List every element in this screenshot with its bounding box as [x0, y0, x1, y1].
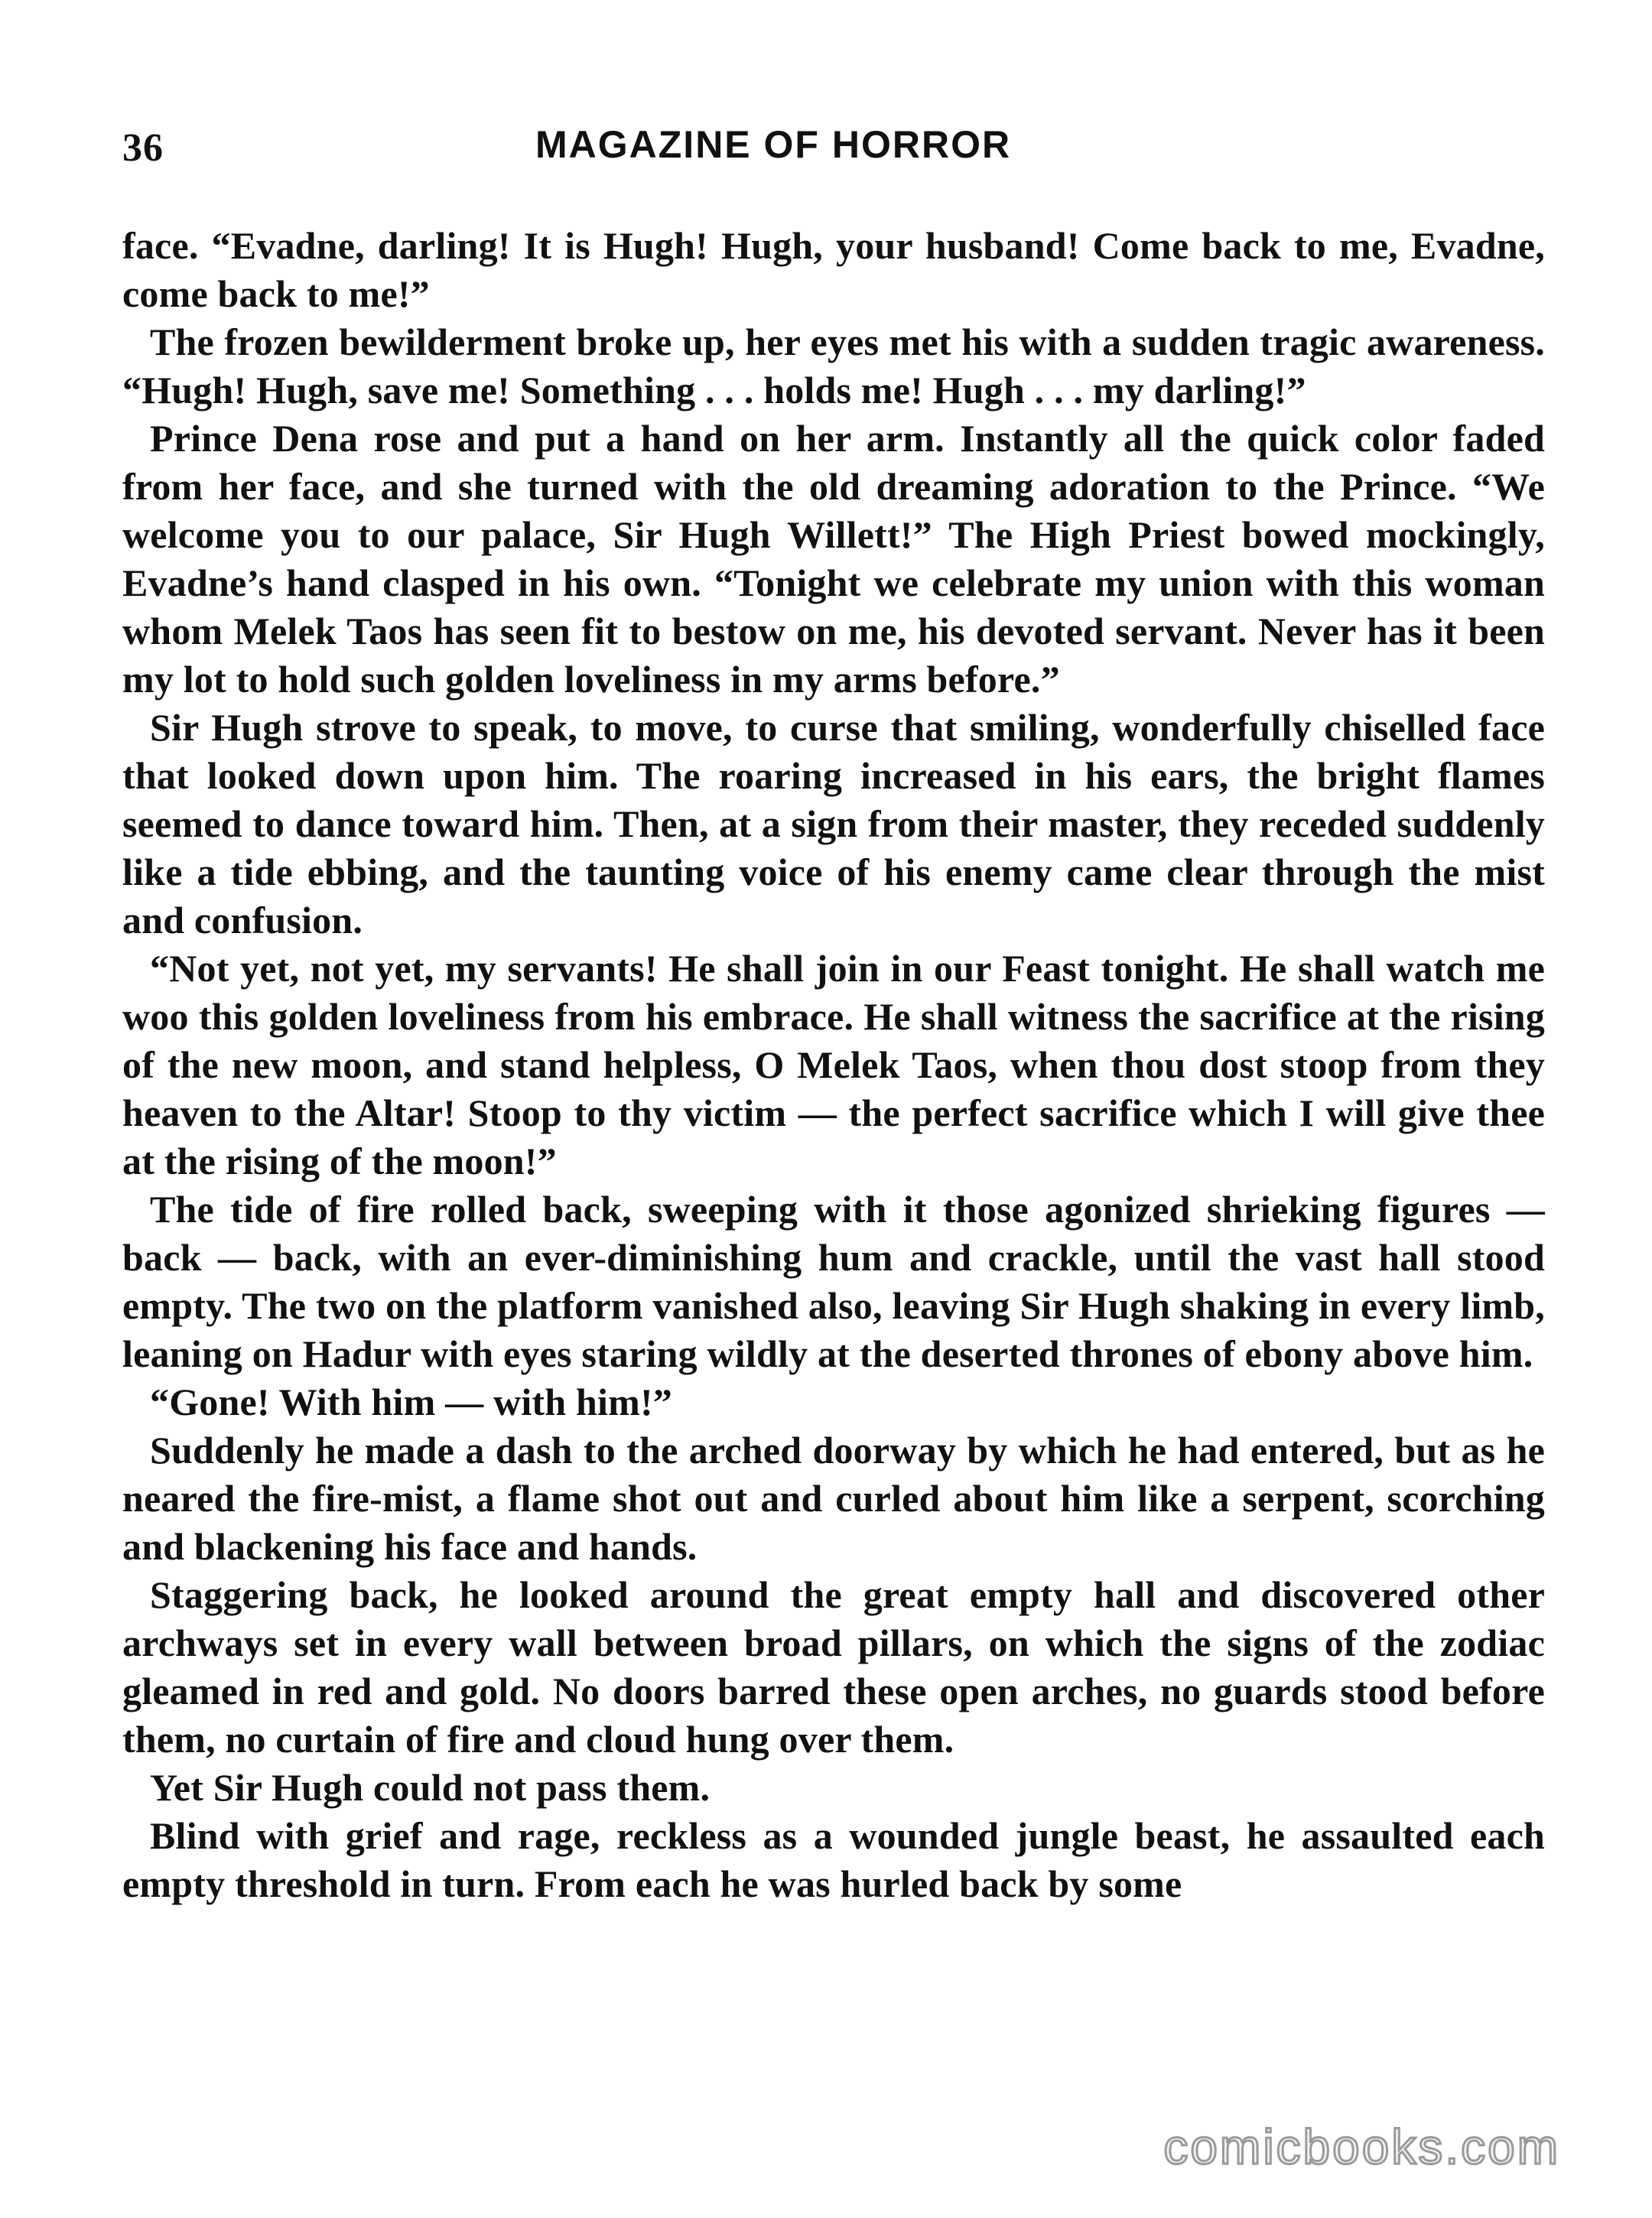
paragraph: face. “Evadne, darling! It is Hugh! Hugh, your husband! Come back to me, Evadne, come back to me!” [122, 224, 1545, 315]
page-header [122, 115, 1545, 184]
story-text [122, 222, 1545, 1908]
paragraph: Yet Sir Hugh could not pass them. [150, 1766, 711, 1809]
paragraph: Suddenly he made a dash to the arched doorway by which he had entered, but as he neared the fire-mist, a flame shot out and curled about him like a serpent, scorching and blackening his face and hands. [122, 1429, 1545, 1568]
paragraph: Sir Hugh strove to speak, to move, to curse that smiling, wonderfully chiselled face that looked down upon him. The roaring increased in his ears, the bright flames seemed to dance toward him. Then, at a sign from their master, they receded suddenly like a tide ebbing, and the taunting voice of his enemy came clear through the mist and confusion. [122, 706, 1545, 942]
paragraph: Prince Dena rose and put a hand on her arm. Instantly all the quick color faded from her face, and she turned with the old dreaming adoration to the Prince. “We welcome you to our palace, Sir Hugh Willett!” The High Priest bowed mockingly, Evadne’s hand clasped in his own. “Tonight we celebrate my union with this woman whom Melek Taos has seen fit to bestow on me, his devoted servant. Never has it been my lot to hold such golden loveliness in my arms before.” [122, 417, 1545, 701]
paragraph: The frozen bewilderment broke up, her eyes met his with a sudden tragic awareness. “Hugh! Hugh, save me! Something . . . holds me! Hugh . . . my darling!” [122, 320, 1545, 411]
paragraph: Staggering back, he looked around the great empty hall and discovered other archways set in every wall between broad pillars, on which the signs of the zodiac gleamed in red and gold. No doors barred these open arches, no guards stood before them, no curtain of fire and cloud hung over them. [122, 1573, 1545, 1761]
running-title: MAGAZINE OF HORROR [535, 123, 1012, 166]
paragraph: “Gone! With him — with him!” [150, 1381, 672, 1423]
paragraph: “Not yet, not yet, my servants! He shall join in our Feast tonight. He shall watch me woo this golden loveliness from his embrace. He shall witness the sacrifice at the rising of the new moon, and stand helpless, O Melek Taos, when thou dost stoop from they heaven to the Altar! Stoop to thy victim — the perfect sacrifice which I will give thee at the rising of the moon!” [122, 947, 1545, 1182]
paragraph: The tide of fire rolled back, sweeping with it those agonized shrieking figures — back — back, with an ever-diminishing hum and crackle, until the vast hall stood empty. The two on the platform vanished also, leaving Sir Hugh shaking in every limb, leaning on Hadur with eyes staring wildly at the deserted thrones of ebony above him. [122, 1188, 1545, 1375]
page-number: 36 [122, 126, 164, 170]
watermark: comicbooks.com [1163, 2119, 1560, 2174]
paragraph: Blind with grief and rage, reckless as a wounded jungle beast, he assaulted each empty threshold in turn. From each he was hurled back by some [122, 1814, 1545, 1905]
